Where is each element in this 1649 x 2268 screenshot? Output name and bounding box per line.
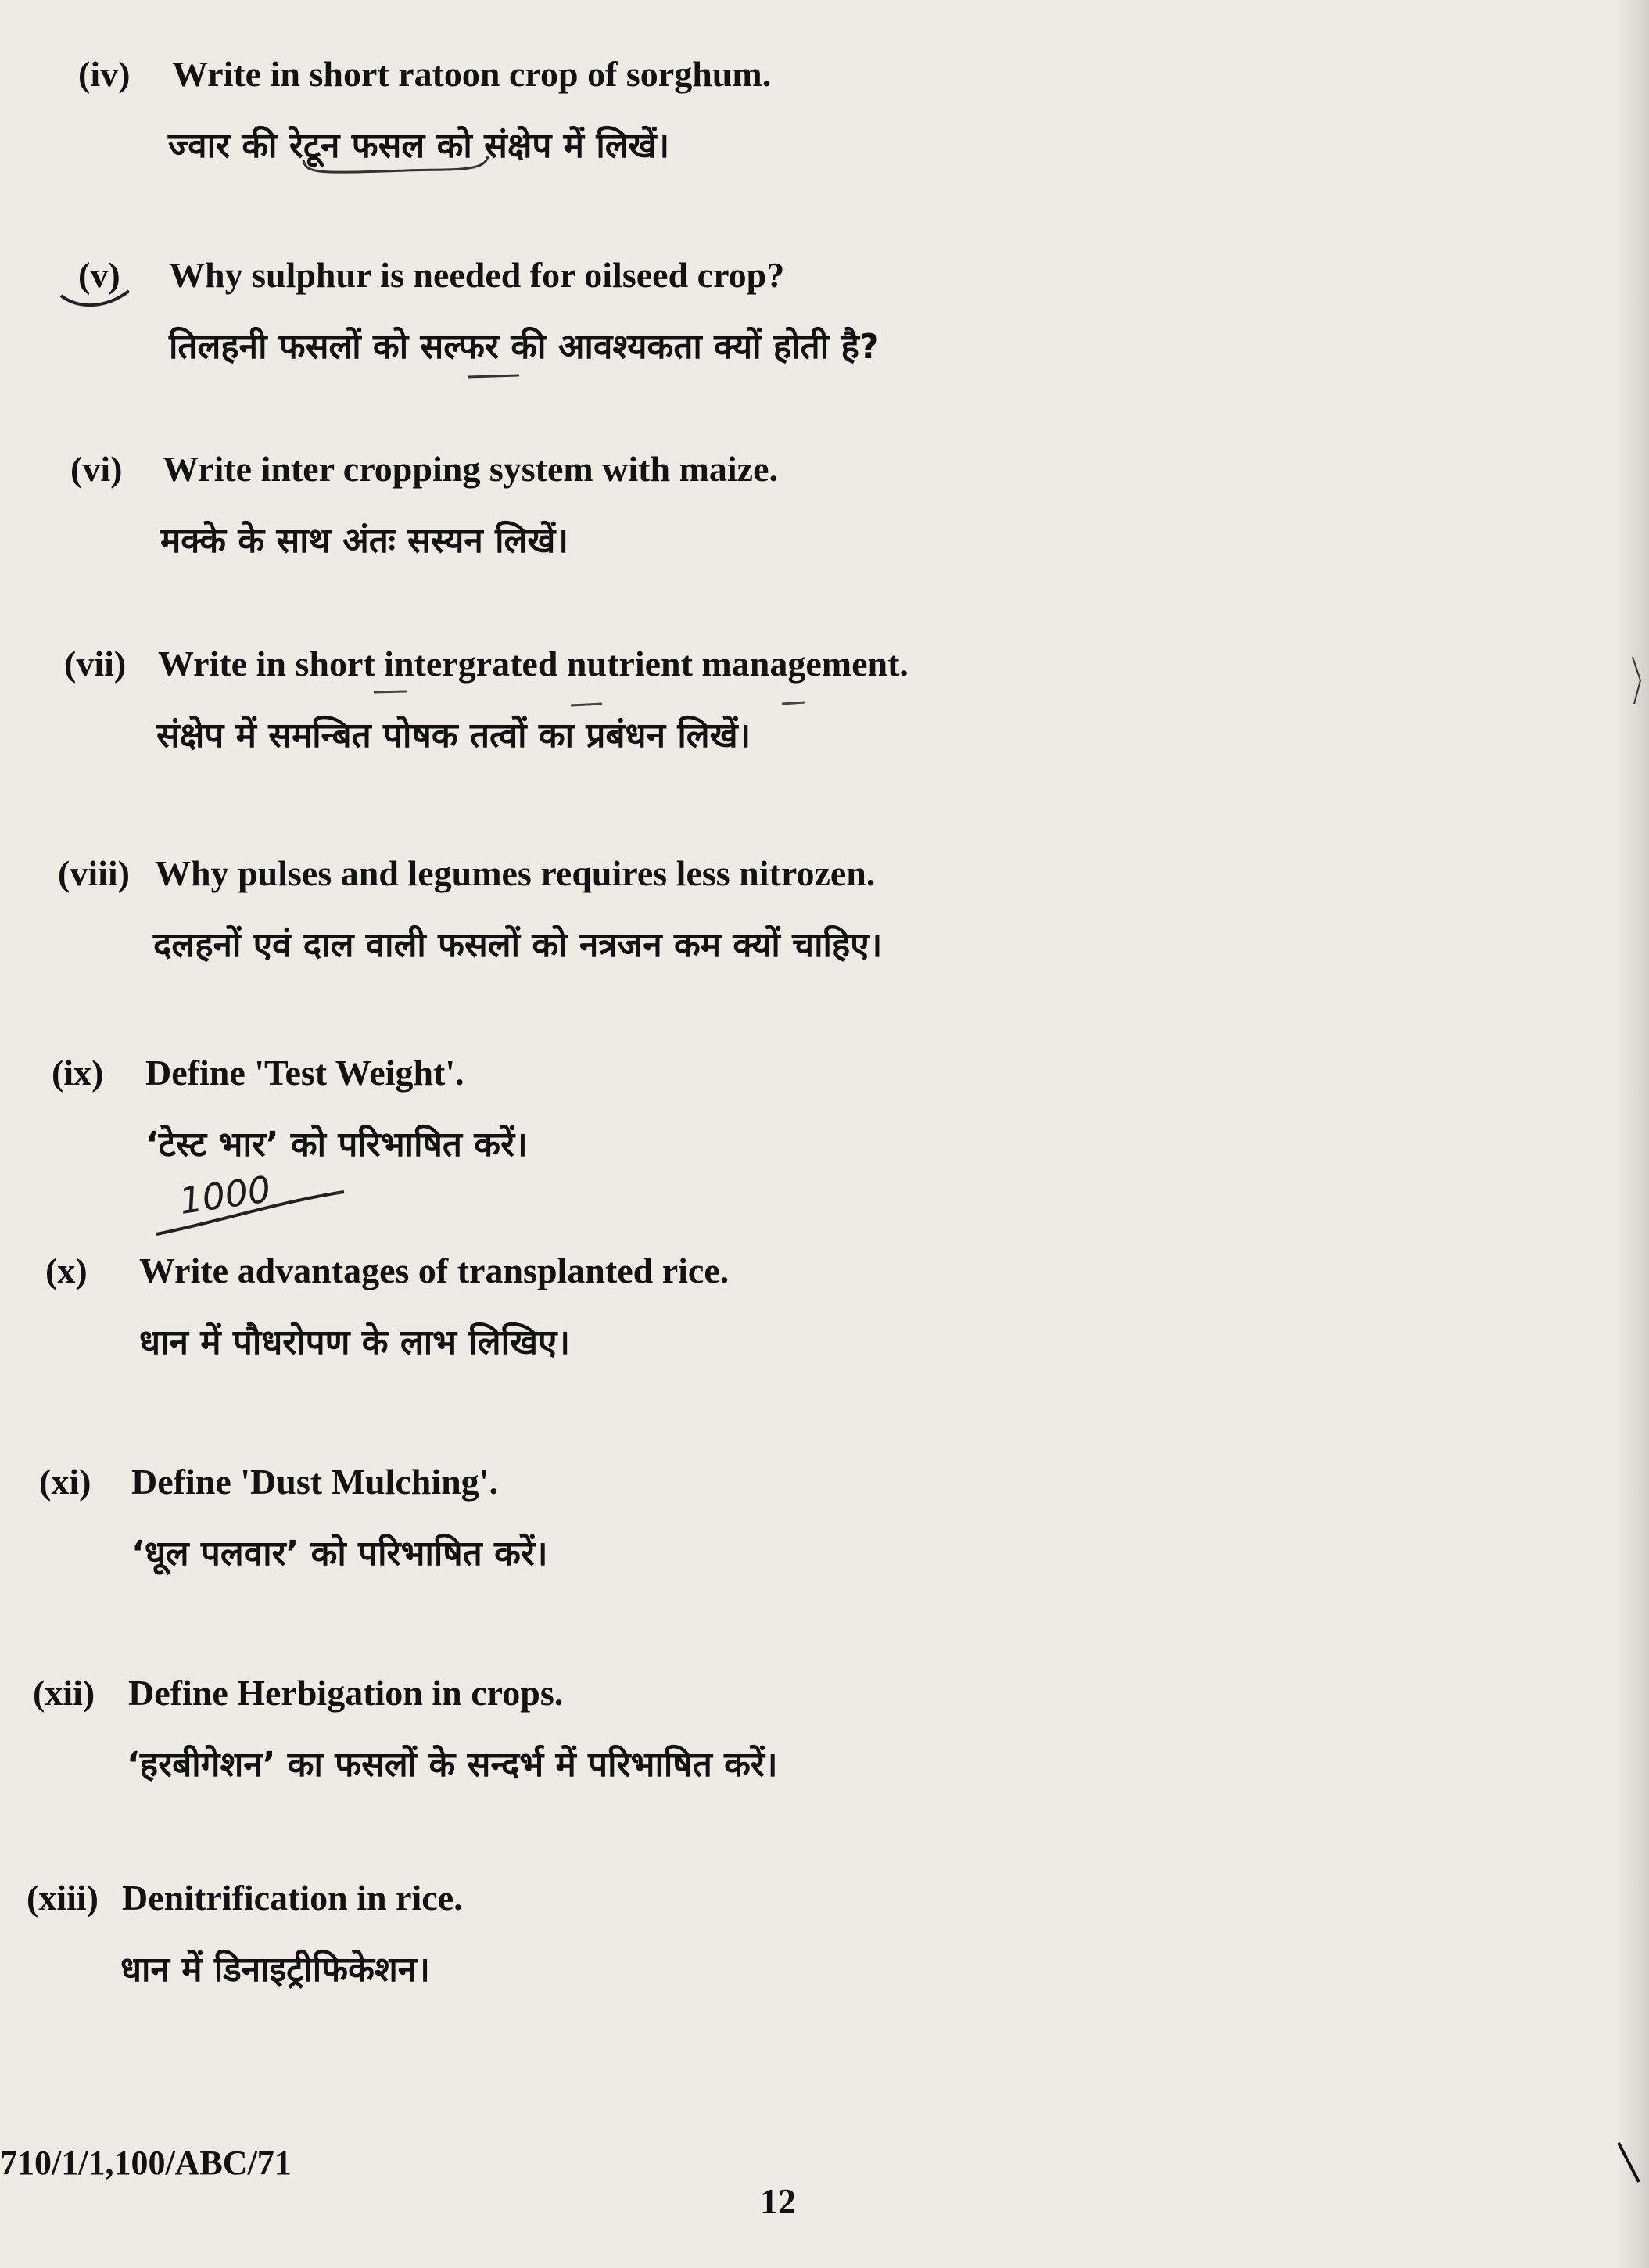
question-text-hindi: ‘टेस्ट भार’ को परिभाषित करें। — [145, 1125, 528, 1165]
question-text-hindi: मक्के के साथ अंतः सस्यन लिखें। — [160, 521, 569, 561]
question-text-english: Why sulphur is needed for oilseed crop? — [169, 255, 785, 295]
pencil-mark-vii-3 — [782, 702, 805, 704]
question-text-english: Write in short intergrated nutrient management. — [158, 644, 909, 684]
question-text-english: Define 'Test Weight'. — [145, 1053, 464, 1093]
question-text-english: Denitrification in rice. — [122, 1878, 463, 1918]
question-text-english: Write in short ratoon crop of sorghum. — [172, 54, 772, 94]
paper-code: 710/1/1,100/ABC/71 — [0, 2144, 292, 2182]
question-text-hindi: दलहनों एवं दाल वाली फसलों को नत्रजन कम क्यों चाहिए। — [153, 925, 883, 965]
question-text-hindi: ‘हरबीगेशन’ का फसलों के सन्दर्भ में परिभाषित करें। — [127, 1745, 778, 1785]
pencil-underline-sulphur — [468, 375, 519, 377]
question-number: (xi) — [39, 1462, 91, 1502]
question-text-hindi: धान में पौधरोपण के लाभ लिखिए। — [139, 1322, 570, 1362]
question-number: (vii) — [64, 644, 127, 684]
pencil-mark-vii-1 — [374, 691, 407, 692]
question-text-hindi: संक्षेप में समन्बित पोषक तत्वों का प्रबंधन लिखें। — [156, 716, 751, 755]
pencil-mark-vii-2 — [571, 704, 602, 705]
question-number: (viii) — [58, 853, 130, 893]
question-text-hindi: ‘धूल पलवार’ को परिभाषित करें। — [131, 1534, 548, 1574]
question-text-english: Write inter cropping system with maize. — [163, 449, 779, 489]
question-number: (vi) — [70, 449, 123, 489]
question-number: (x) — [45, 1251, 88, 1290]
page-edge-shadow — [1618, 0, 1649, 2268]
question-text-english: Why pulses and legumes requires less nitrozen. — [155, 853, 876, 893]
question-text-english: Define Herbigation in crops. — [128, 1673, 564, 1713]
question-number: (xiii) — [27, 1878, 99, 1918]
handwritten-annotation-1000: 1000 — [177, 1168, 274, 1222]
question-text-hindi: धान में डिनाइट्रीफिकेशन। — [120, 1950, 430, 1990]
question-text-hindi: ज्वार की रेटून फसल को संक्षेप में लिखें। — [168, 126, 670, 166]
pencil-underline-1000 — [156, 1192, 344, 1234]
question-text-english: Write advantages of transplanted rice. — [139, 1251, 730, 1290]
question-number: (iv) — [78, 54, 131, 94]
question-number: (xii) — [33, 1673, 95, 1713]
question-text-english: Define 'Dust Mulching'. — [131, 1462, 498, 1502]
question-text-hindi: तिलहनी फसलों को सल्फर की आवश्यकता क्यों होती है? — [169, 327, 880, 367]
question-number: (v) — [78, 255, 120, 295]
page-number: 12 — [760, 2181, 796, 2221]
question-number: (ix) — [52, 1053, 104, 1093]
